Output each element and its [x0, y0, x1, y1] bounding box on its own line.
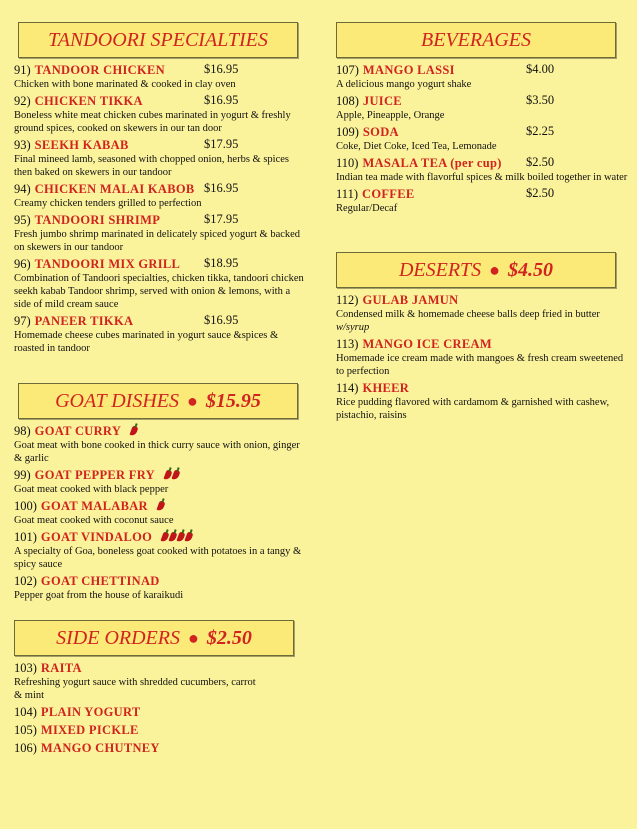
item-number: 93)	[14, 138, 31, 152]
menu-item[interactable]	[336, 336, 628, 378]
spice-level	[131, 426, 137, 436]
chili-icon	[156, 500, 165, 511]
item-name: KHEER	[362, 381, 410, 395]
item-name: SODA	[362, 125, 399, 139]
item-price: $17.95	[204, 137, 239, 151]
bullet-icon: ●	[187, 390, 198, 411]
item-number: 112)	[336, 293, 359, 307]
item-number: 94)	[14, 182, 31, 196]
item-price: $16.95	[204, 93, 239, 107]
item-number: 102)	[14, 574, 37, 588]
item-number: 114)	[336, 381, 359, 395]
item-name: PLAIN YOGURT	[40, 705, 141, 719]
item-name: PANEER TIKKA	[34, 314, 134, 328]
item-description: Creamy chicken tenders grilled to perfection	[14, 198, 202, 209]
item-description: Rice pudding flavored with cardamom & garnished with cashew, pistachio, raisins	[336, 397, 610, 421]
item-description: Refreshing yogurt sauce with shredded cucumbers, carrot & mint	[14, 677, 256, 701]
item-price: $16.95	[204, 62, 239, 76]
menu-item[interactable]	[14, 573, 304, 602]
item-description: Fresh jumbo shrimp marinated in delicately spiced yogurt & backed on skewers in our tandoor	[14, 229, 301, 253]
tandoori-title: TANDOORI SPECIALTIES	[48, 28, 268, 51]
item-description: Final mineed lamb, seasoned with chopped onion, herbs & spices then baked on skewers in our tandoor	[14, 154, 289, 178]
menu-item[interactable]	[14, 256, 304, 311]
item-price: $18.95	[204, 256, 239, 270]
item-number: 104)	[14, 705, 37, 719]
deserts-price: $4.50	[508, 258, 554, 281]
menu-item[interactable]	[14, 704, 304, 720]
item-price: $4.00	[526, 62, 555, 76]
item-number: 106)	[14, 741, 37, 755]
item-name: MASALA TEA (per cup)	[362, 156, 502, 170]
item-name: GOAT CHETTINAD	[40, 574, 160, 588]
item-name: CHICKEN TIKKA	[34, 94, 143, 108]
menu-item[interactable]	[336, 292, 628, 334]
item-number: 110)	[336, 156, 359, 170]
spice-level	[162, 532, 192, 542]
item-name: GOAT PEPPER FRY	[34, 468, 155, 482]
item-name: MANGO ICE CREAM	[362, 337, 492, 351]
chili-icon	[185, 531, 194, 542]
item-price: $3.50	[526, 93, 555, 107]
menu-item[interactable]	[336, 155, 628, 184]
item-number: 101)	[14, 530, 37, 544]
item-price: $16.95	[204, 181, 239, 195]
item-description-text: Condensed milk & homemade cheese balls deep fried in butter	[336, 309, 600, 320]
menu-item[interactable]	[14, 93, 304, 135]
chili-icon	[163, 469, 172, 480]
item-description: A specialty of Goa, boneless goat cooked with potatoes in a tangy & spicy sauce	[14, 546, 302, 570]
item-name: GOAT CURRY	[34, 424, 122, 438]
item-number: 100)	[14, 499, 37, 513]
item-name: GOAT VINDALOO	[40, 530, 153, 544]
item-description: Goat meat cooked with black pepper	[14, 484, 169, 495]
item-name: TANDOORI MIX GRILL	[34, 257, 181, 271]
menu-item[interactable]	[14, 722, 304, 738]
spice-level	[165, 470, 179, 480]
item-name: TANDOOR CHICKEN	[34, 63, 165, 77]
goat-header	[18, 383, 298, 419]
menu-item[interactable]	[14, 498, 304, 527]
item-number: 91)	[14, 63, 31, 77]
menu-item[interactable]	[14, 181, 304, 210]
item-description-note: w/syrup	[336, 322, 370, 333]
item-description: Chicken with bone marinated & cooked in clay oven	[14, 79, 236, 90]
item-description: Indian tea made with flavorful spices & milk boiled together in water	[336, 172, 628, 183]
item-description: Combination of Tandoori specialties, chicken tikka, tandoori chicken seekh kabab Tandoor shrimp, served with onion & lemons, with a side of mild cream sauce	[14, 273, 304, 310]
bullet-icon: ●	[489, 259, 501, 280]
item-number: 105)	[14, 723, 37, 737]
beverages-header	[336, 22, 616, 58]
menu-item[interactable]	[14, 62, 304, 91]
chili-icon	[171, 469, 180, 480]
item-name: RAITA	[40, 661, 82, 675]
chili-icon	[177, 531, 186, 542]
menu-item[interactable]	[336, 186, 628, 215]
item-description: A delicious mango yogurt shake	[336, 79, 472, 90]
item-number: 96)	[14, 257, 31, 271]
side-orders-title: SIDE ORDERS	[56, 626, 180, 649]
tandoori-list	[14, 62, 304, 357]
item-number: 98)	[14, 424, 31, 438]
item-number: 97)	[14, 314, 31, 328]
goat-price: $15.95	[205, 389, 261, 412]
item-number: 103)	[14, 661, 37, 675]
item-price: $2.50	[526, 186, 555, 200]
beverages-title: BEVERAGES	[421, 28, 531, 51]
item-number: 108)	[336, 94, 359, 108]
item-description	[336, 308, 628, 334]
deserts-header	[336, 252, 616, 288]
item-name: TANDOORI SHRIMP	[34, 213, 161, 227]
item-number: 113)	[336, 337, 359, 351]
item-price: $2.25	[526, 124, 555, 138]
item-number: 111)	[336, 187, 358, 201]
item-number: 92)	[14, 94, 31, 108]
item-description: Apple, Pineapple, Orange	[336, 110, 445, 121]
item-name: MANGO CHUTNEY	[40, 741, 160, 755]
menu-item[interactable]	[14, 313, 304, 355]
menu-item[interactable]	[14, 212, 304, 254]
menu-item[interactable]	[336, 62, 628, 91]
item-name: COFFEE	[362, 187, 415, 201]
tandoori-header	[18, 22, 298, 58]
chili-icon	[169, 531, 178, 542]
item-description: Coke, Diet Coke, Iced Tea, Lemonade	[336, 141, 497, 152]
item-name: GOAT MALABAR	[40, 499, 148, 513]
bullet-icon: ●	[187, 627, 199, 648]
menu-item[interactable]	[14, 423, 304, 465]
menu-item[interactable]	[336, 124, 628, 153]
chili-icon	[130, 425, 139, 436]
chili-icon	[161, 531, 170, 542]
deserts-list	[336, 292, 628, 424]
item-description: Regular/Decaf	[336, 203, 398, 214]
item-name: JUICE	[362, 94, 402, 108]
menu-item[interactable]	[14, 740, 304, 756]
item-name: SEEKH KABAB	[34, 138, 129, 152]
item-description: Homemade cheese cubes marinated in yogurt sauce &spices & roasted in tandoor	[14, 330, 279, 354]
goat-list	[14, 423, 304, 604]
side-orders-header	[14, 620, 294, 656]
item-price: $2.50	[526, 155, 555, 169]
side-orders-list	[14, 660, 304, 758]
item-name: MIXED PICKLE	[40, 723, 139, 737]
spice-level	[158, 501, 164, 511]
goat-title: GOAT DISHES	[55, 389, 179, 412]
item-name: GULAB JAMUN	[362, 293, 459, 307]
deserts-title: DESERTS	[398, 258, 482, 281]
beverages-list	[336, 62, 628, 217]
item-description: Homemade ice cream made with mangoes & fresh cream sweetened to perfection	[336, 353, 624, 377]
menu-item[interactable]	[336, 380, 628, 422]
item-price: $17.95	[204, 212, 239, 226]
menu-item[interactable]	[14, 467, 304, 496]
item-description: Goat meat cooked with coconut sauce	[14, 515, 174, 526]
item-number: 107)	[336, 63, 359, 77]
item-description: Goat meat with bone cooked in thick curry sauce with onion, ginger & garlic	[14, 440, 300, 464]
item-description: Boneless white meat chicken cubes marinated in yogurt & freshly ground spices, cooked on skewers in our tan door	[14, 110, 291, 134]
menu-item[interactable]	[336, 93, 628, 122]
menu-item[interactable]	[14, 137, 304, 179]
item-price: $16.95	[204, 313, 239, 327]
menu-item[interactable]	[14, 660, 304, 702]
item-name: CHICKEN MALAI KABOB	[34, 182, 195, 196]
item-name: MANGO LASSI	[362, 63, 455, 77]
side-orders-price: $2.50	[206, 626, 252, 649]
item-number: 109)	[336, 125, 359, 139]
item-number: 99)	[14, 468, 31, 482]
item-description: Pepper goat from the house of karaikudi	[14, 590, 184, 601]
menu-item[interactable]	[14, 529, 304, 571]
item-number: 95)	[14, 213, 31, 227]
